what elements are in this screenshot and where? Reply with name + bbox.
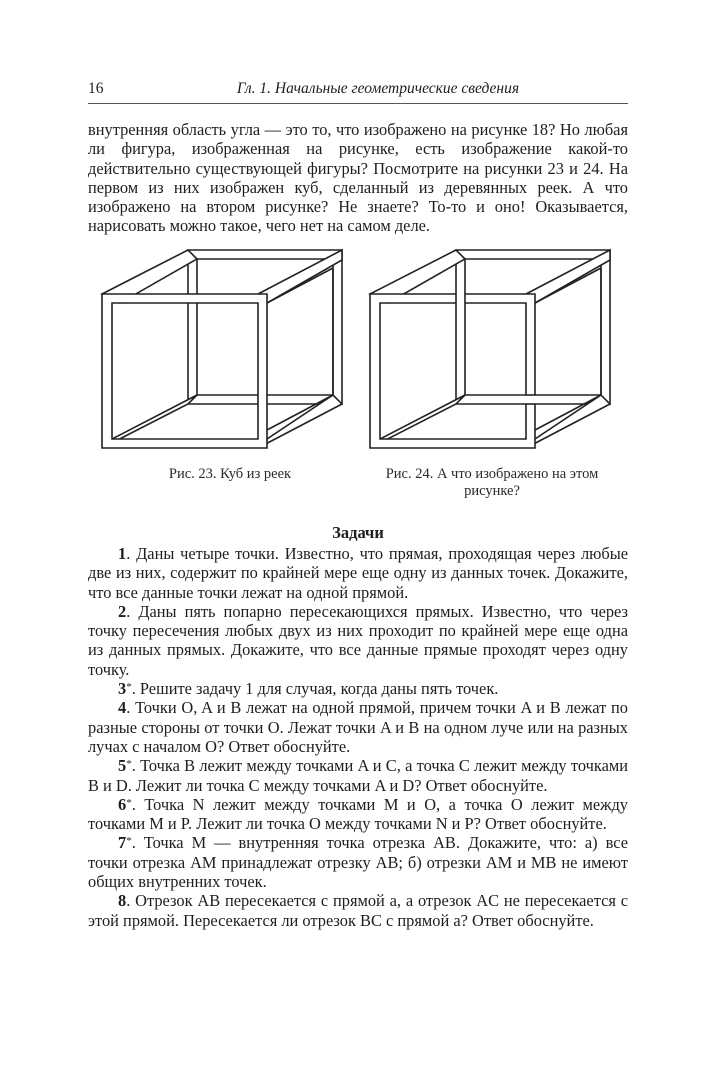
star-mark: * [126, 758, 132, 771]
star-mark: * [126, 681, 132, 694]
problem-number: 8 [118, 891, 127, 911]
header-rule [88, 103, 628, 104]
problem-text: Даны пять попарно пересекающихся прямых. Известно, что через точку пересечения любых двух из них проходит по крайней мере еще одна из данных прямых. Докажите, что все данные прямые проходят через одну точку. [88, 601, 628, 679]
problem-item: 2. Даны пять попарно пересекающихся прямых. Известно, что через точку пересечения любых двух из них проходит по крайней мере еще одна из данных прямых. Докажите, что все данные прямые проходят через одну точку. [88, 601, 628, 679]
figure-23-cube [102, 250, 342, 448]
problem-item: 3*. Решите задачу 1 для случая, когда даны пять точек. [118, 679, 499, 699]
problem-item: 8. Отрезок AB пересекается с прямой a, а отрезок AC не пересекается с этой прямой. Пересекается ли отрезок BC с прямой a? Ответ обоснуйте. [88, 891, 628, 930]
intro-paragraph [88, 120, 628, 236]
figures-illustration [0, 0, 720, 520]
problem-text: Отрезок AB пересекается с прямой a, а отрезок AC не пересекается с этой прямой. Пересекается ли отрезок BC с прямой a? Ответ обоснуйте. [88, 891, 628, 930]
problem-item: 1. Даны четыре точки. Известно, что прямая, проходящая через любые две из них, содержит по крайней мере еще одну из данных точек. Докажите, что все данные точки лежат на одной прямой. [88, 544, 628, 602]
problem-item: 5*. Точка B лежит между точками A и C, а точка C лежит между точками B и D. Лежит ли точка C между точками A и D? Ответ обоснуйте. [88, 756, 628, 795]
problem-text: Точки O, A и B лежат на одной прямой, причем точки A и B лежат по разные стороны от точки O. Лежат точки A и B на одном луче или на разных лучах с началом O? Ответ обоснуйте. [88, 698, 628, 756]
problem-number: 1 [118, 544, 127, 563]
problems-list [88, 544, 628, 930]
problem-text: Решите задачу 1 для случая, когда даны пять точек. [139, 679, 499, 699]
intro-text: внутренняя область угла — это то, что изображено на рисунке 18? Но любая ли фигура, изображенная на рисунке, есть изображение какой-то действительно существующей фигуры? Посмотрите на рисунки 23 и 24. На первом из них изображен куб, сделанный из деревянных реек. А что изображено на втором рисунке? Не знаете? То-то и оно! Оказывается, нарисовать можно такое, чего нет на самом деле. [88, 120, 628, 236]
problem-number: 5 [118, 756, 127, 776]
problem-number: 7 [118, 833, 127, 853]
problem-item: 7*. Точка M — внутренняя точка отрезка AB. Докажите, что: а) все точки отрезка AM принадлежат отрезку AB; б) отрезки AM и MB не имеют общих внутренних точек. [88, 833, 628, 892]
section-title: Задачи [332, 523, 384, 542]
problem-number: 4 [118, 698, 127, 718]
problem-number: 3 [118, 679, 127, 699]
page-number: 16 [88, 80, 104, 97]
running-head [88, 80, 628, 102]
problem-text: Точка B лежит между точками A и C, а точка C лежит между точками B и D. Лежит ли точка C между точками A и D? Ответ обоснуйте. [88, 756, 628, 795]
figure-23-caption: Рис. 23. Куб из реек [168, 466, 292, 482]
figure-24-impossible-cube [370, 250, 610, 448]
problem-item: 4. Точки O, A и B лежат на одной прямой, причем точки A и B лежат по разные стороны от точки O. Лежат точки A и B на одном луче или на разных лучах с началом O? Ответ обоснуйте. [88, 698, 628, 756]
chapter-title: Гл. 1. Начальные геометрические сведения [236, 80, 520, 97]
problem-number: 6 [118, 794, 127, 814]
problem-text: Даны четыре точки. Известно, что прямая, проходящая через любые две из них, содержит по крайней мере еще одну из данных точек. Докажите, что все данные точки лежат на одной прямой. [88, 544, 628, 602]
problem-text: Точка N лежит между точками M и O, а точка O лежит между точками M и P. Лежит ли точка O между точками N и P? Ответ обоснуйте. [88, 794, 629, 834]
problem-number: 2 [118, 601, 127, 621]
problem-item: 6*. Точка N лежит между точками M и O, а точка O лежит между точками M и P. Лежит ли точка O между точками N и P? Ответ обоснуйте. [88, 794, 629, 834]
star-mark: * [126, 796, 132, 809]
figure-24-caption: Рис. 24. А что изображено на этом рисунке? [385, 466, 599, 499]
star-mark: * [126, 835, 132, 848]
problem-text: Точка M — внутренняя точка отрезка AB. Докажите, что: а) все точки отрезка AM принадлежат отрезку AB; б) отрезки AM и MB не имеют общих внутренних точек. [88, 833, 628, 892]
